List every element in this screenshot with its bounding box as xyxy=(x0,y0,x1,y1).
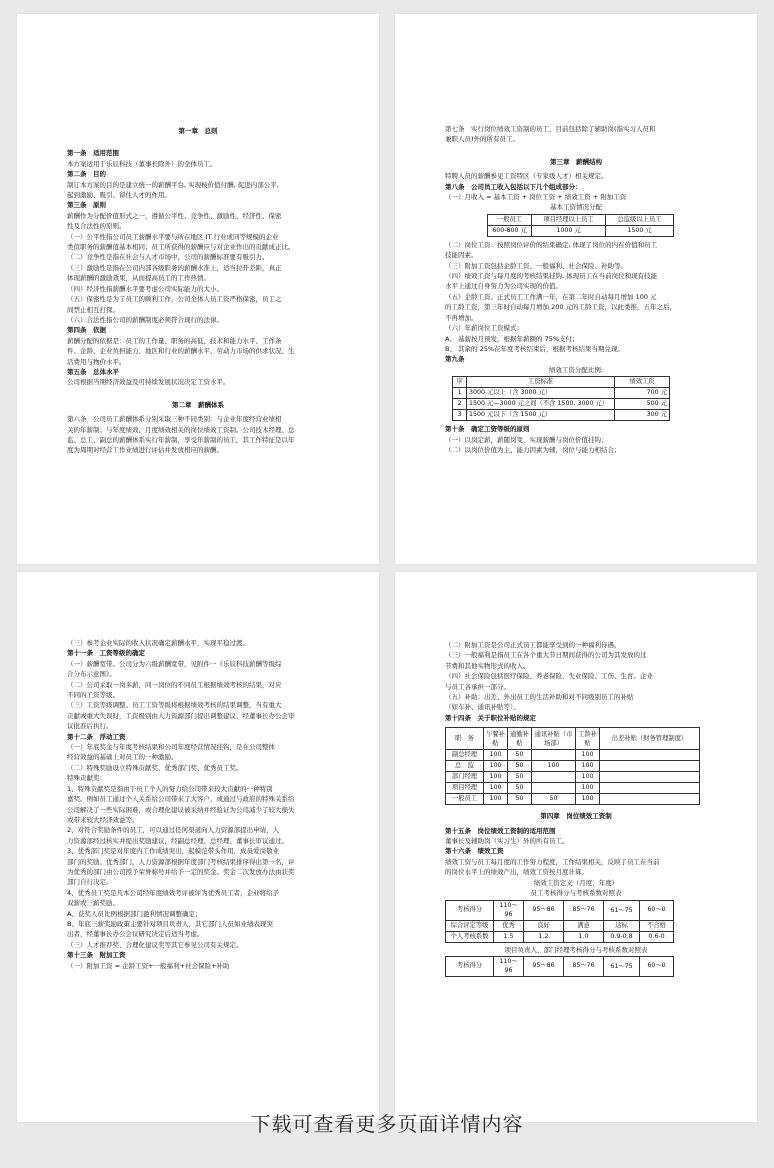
text-line: 经营效益的基础上对员工的一种激励。 xyxy=(67,753,178,762)
table-cell: 85～76 xyxy=(564,956,604,976)
table-header-cell: 序 xyxy=(453,377,467,388)
table-cell: 1500 元 xyxy=(606,225,674,236)
table-cell: 100 xyxy=(484,772,508,783)
text-line: 水平上通过自身努力为公司实现的价值。 xyxy=(445,282,562,291)
text-line: 度为周期对经营工作业绩进行评估并发放相应的薪酬。 xyxy=(67,446,223,455)
text-line: （一）附加工资 = 企龄工资+一般福利+社会保险+补助 xyxy=(67,961,230,970)
table-cell: 110～96 xyxy=(494,900,524,920)
text-line: 活费用与物价水平。 xyxy=(67,357,126,366)
table-cell: 100 xyxy=(576,772,600,783)
table-header-cell: 通勤补贴 xyxy=(508,728,532,750)
table-header-cell: 综合评定等级 xyxy=(446,920,494,931)
text-line: （三）一般福利是指员工在各个重大节日期间获得的公司为其发放的过 xyxy=(445,651,647,660)
text-line: （五）保密性是为了员工的顺利工作，公司全体人员工资严格保密，员工之 xyxy=(67,295,282,304)
article-heading: 第十三条 附加工资 xyxy=(67,951,126,960)
table-cell: 60～0 xyxy=(640,956,674,976)
text-line: 技能因素。 xyxy=(445,251,478,260)
table-header-cell: 项目经理以上员工 xyxy=(532,214,606,225)
table-cell: 部门经理 xyxy=(446,772,484,783)
text-line: （四）经济性指薪酬水平要考虑公司实际能力的大小。 xyxy=(67,284,223,293)
article-heading: 第十五条 岗位绩效工资制的适用范围 xyxy=(445,826,556,835)
article-heading: 第九条 xyxy=(445,355,465,364)
chapter-heading: 第一章 总则 xyxy=(178,127,218,135)
text-line: 体现薪酬的激励效果，从而提高员工的工作热情。 xyxy=(67,274,210,283)
table-cell: 总 监 xyxy=(446,761,484,772)
table-cell: 1500 元—3000 元之间（不含 1500, 3000 元） xyxy=(467,399,615,410)
table-cell: 50 xyxy=(508,772,532,783)
table-cell xyxy=(600,794,700,805)
text-line: 的工龄工资，第三年时自动每月增加 200 元的工龄工资，以此类推，五年之后， xyxy=(445,303,677,312)
article-heading: 第一条 适用范围 xyxy=(67,149,119,158)
table-cell: 61～75 xyxy=(604,956,640,976)
table-cell: 3000 元以上（含 3000 元） xyxy=(467,388,615,399)
text-line: 第七条 实行岗位绩效工资制的员工，目前包括除了辅助岗(指实习人员和 xyxy=(445,125,656,133)
text-line: （如车补、通讯补贴等）。 xyxy=(445,703,520,712)
text-line: （三）激励性是指在公司内部各级职务的薪酬水准上，适当拉开差距，真正 xyxy=(67,263,282,272)
table-cell: 100 xyxy=(484,794,508,805)
table-cell: 100 xyxy=(576,761,600,772)
download-more-footer: 下载可查看更多页面详情内容 xyxy=(250,1112,524,1136)
text-line: 关的年薪制；与年度绩效、月度绩效相关的岗位绩效工资制。公司技术经理、总 xyxy=(67,425,295,434)
table-cell: 100 xyxy=(484,750,508,761)
text-line: 绩效工资与员工每月度的工作努力程度，工作结果相关，反映了员工在当前 xyxy=(445,857,660,866)
table-header-cell: 出差补贴（财务管理制度） xyxy=(600,728,700,750)
table-cell: 50 xyxy=(508,794,532,805)
manager-score-coefficient-table xyxy=(445,956,674,977)
table-cell: 0.6-0 xyxy=(640,931,674,942)
table-cell: 700 元 xyxy=(615,388,670,399)
table-cell: 良好 xyxy=(524,920,564,931)
text-line: 制订本方案的目的是建立统一的薪酬平台, 实现按价值付酬, 促进内部公平, xyxy=(67,180,279,189)
text-line: 1、特殊贡献奖是指由于员工个人的努力给公司带来较大贡献的一种特别 xyxy=(67,784,273,793)
table-cell: 300 元 xyxy=(615,410,670,421)
table-cell: 1000 元 xyxy=(532,225,606,236)
table-cell: 600-800 元 xyxy=(488,225,532,236)
article-heading: 第十四条 关于职位补贴的规定 xyxy=(445,713,536,722)
performance-pay-table xyxy=(452,376,670,421)
table-cell: 100 xyxy=(532,761,576,772)
table-cell: 优秀 xyxy=(494,920,524,931)
article-heading: 第八条 公司员工收入包括以下几个组成部分： xyxy=(445,182,582,191)
table-header-cell: 个人考核系数 xyxy=(446,931,494,942)
text-line: （三）附加工资包括企龄工资、一般福利、社会保险、补助等。 xyxy=(445,261,627,270)
text-line: （一）薪酬宽带。公司分为六级薪酬宽带，见附件一《乐辰科技薪酬等级综 xyxy=(67,659,282,668)
text-line: 嘉奖。例如员工通过个人关系给公司带来了大客户，或通过与政府的特殊关系给 xyxy=(67,795,295,804)
text-line: （三）参考企业实际的收入状况确定薪酬水平，实现平稳过渡。 xyxy=(67,639,249,647)
text-line: 公司解决了一些实际困难，或合理化建议被采纳并经验证为公司减少了较大损失 xyxy=(67,805,295,814)
text-line: （一）以岗定薪，薪随岗变，实现薪酬与岗位价值挂钩； xyxy=(445,435,608,444)
table-cell xyxy=(600,772,700,783)
text-line: 出者，经董事长办公会议研究决定后适当考虑。 xyxy=(67,930,204,939)
text-line: 董事长及辅助岗（实习生）外的所有员工。 xyxy=(445,837,569,846)
table-cell: 500 元 xyxy=(615,399,670,410)
article-heading: 第二条 目的 xyxy=(67,170,106,179)
article-heading: 第十一条 工资等级的确定 xyxy=(67,649,145,658)
table-cell: 副总经理 xyxy=(446,750,484,761)
document-page-1 xyxy=(17,14,379,564)
text-line: （四）绩效工资与每月度的考核结果挂钩, 体现员工在当前岗位和现有技能 xyxy=(445,272,658,281)
table-cell: 95～86 xyxy=(524,956,564,976)
text-line: （一）公平性指公司员工薪酬水平要与所在地区 IT 行业或同等规模的企业 xyxy=(67,232,279,241)
document-page-2 xyxy=(395,14,757,564)
text-line: 力资源部经过核实并提出奖励建议，经副总经理、总经理、董事长审议通过。 xyxy=(67,836,288,845)
table-cell: 100 xyxy=(576,750,600,761)
table-cell: 项目经理 xyxy=(446,783,484,794)
table-cell: 3 xyxy=(453,410,467,421)
text-line: 兼职人员)外的所有员工。 xyxy=(445,135,520,144)
page-3-content xyxy=(67,638,329,971)
text-line: （三）人才推荐奖、合理化建议奖等其它参见公司有关规定。 xyxy=(67,940,243,949)
document-page-4 xyxy=(395,572,757,1122)
spacer xyxy=(67,140,329,148)
table-cell: 1.2 xyxy=(524,931,564,942)
document-page-3 xyxy=(17,572,379,1122)
text-line: （二）岗位工资：按照岗位评价的结果确定, 体现了岗位的内在价值和员工 xyxy=(445,240,658,249)
spacer xyxy=(67,388,329,396)
text-line: 贡献或重大失误时，工资级别由人力资源部门提出调整建议，经董事长办公会审 xyxy=(67,711,295,720)
text-line: 双薪或三薪奖励。 xyxy=(67,899,119,908)
text-line: 公司根据当期经济效益及可持续发展状况决定工资水平。 xyxy=(67,378,230,387)
table-header-cell: 通讯补贴（市场部） xyxy=(532,728,576,750)
table-cell: 1.5 xyxy=(494,931,524,942)
text-line: 4、优秀员工奖是凡本公司经年度绩效考评被评为优秀员工者，企业将给予 xyxy=(67,888,280,897)
table-cell: 60～0 xyxy=(640,900,674,920)
table-cell xyxy=(600,750,700,761)
chapter-heading: 第二章 薪酬体系 xyxy=(172,400,224,409)
table-cell xyxy=(532,783,576,794)
text-line: （三）工资等级调整。员工工资等级将根据绩效考核的结果调整，当有重大 xyxy=(67,701,282,710)
table-cell: 95～86 xyxy=(524,900,564,920)
table-cell xyxy=(600,761,700,772)
staff-score-coefficient-table xyxy=(445,900,674,943)
text-line: （一）月收入 = 基本工资 + 岗位工资 + 绩效工资 + 附加工资 xyxy=(445,193,627,202)
text-line: 3、优秀部门奖是对年度内工作成绩突出，起模范带头作用，成员爱岗敬业 xyxy=(67,847,280,856)
table-header-cell: 工资标准 xyxy=(467,377,615,388)
table-header-cell: 工龄补贴 xyxy=(576,728,600,750)
table-cell: 1.0 xyxy=(564,931,604,942)
table-cell: 50 xyxy=(532,794,576,805)
table-header-cell: 考核得分 xyxy=(446,900,494,920)
table-cell xyxy=(600,783,700,794)
text-line: 第六条 公司员工薪酬体系分别采取三种不同类别：与企业年度经营业绩相 xyxy=(67,415,282,424)
table-row xyxy=(446,761,700,772)
text-line: （二）竞争性是指在社会与人才市场中，公司的薪酬标准要有吸引力。 xyxy=(67,253,269,262)
article-heading: 第十二条 浮动工资 xyxy=(67,732,126,741)
table-row xyxy=(446,794,700,805)
table-cell: 100 xyxy=(484,783,508,794)
page-1-content xyxy=(67,122,329,456)
text-line: 特聘人员的薪酬参见工资特区（专家级人才）相关规定。 xyxy=(445,172,608,181)
text-line: 2、对符合奖励条件的员工，可以通过任何渠道向人力资源部提出申请，人 xyxy=(67,826,280,835)
table-cell: 100 xyxy=(576,794,600,805)
text-line: A、获奖人员比例根据部门盈利情况调整确定； xyxy=(67,909,202,918)
article-heading: 第三条 原则 xyxy=(67,201,106,210)
text-line: 基本工资情况分配 xyxy=(550,203,602,212)
table-cell: 达标 xyxy=(604,920,640,931)
article-heading: 第十六条 绩效工资 xyxy=(445,847,504,856)
text-line: （二）特殊奖励设立特殊贡献奖、优秀部门奖、优秀员工奖。 xyxy=(67,763,243,772)
text-line: 薪酬作为分配价值形式之一，遵循公平性、竞争性、激励性、经济性、保密 xyxy=(67,211,282,220)
table-cell: 50 xyxy=(508,761,532,772)
text-line: 薪酬分配的依据是：员工的工作量、职务的高低、技术和能力水平、工作条 xyxy=(67,336,282,345)
text-line: 监、总工、副总的薪酬体系实行年薪制，享受年薪制的员工，其工作特征是以年 xyxy=(67,435,295,444)
table-header-cell: 午餐补贴 xyxy=(484,728,508,750)
table-cell: 一般员工 xyxy=(446,794,484,805)
text-line: 为优秀的部门由公司授予荣誉称号并给予一定的奖金。奖金二次发放办法由获奖 xyxy=(67,867,295,876)
position-allowance-table xyxy=(445,727,700,805)
text-line: （二）附加工资是公司正式员工都能享受到的一种福利待遇。 xyxy=(445,641,621,649)
table-cell: 1500 元以下（含 1500 元） xyxy=(467,410,615,421)
text-line: 部门的奖励。优秀部门，人力资源部根据年度部门考核结果排序得出第一名，评 xyxy=(67,857,295,866)
text-line: 特殊贡献奖： xyxy=(67,774,106,783)
article-heading: 第五条 总体水平 xyxy=(67,367,119,376)
text-line: 的岗位水平上的绩效产出，绩效工资按月度计算。 xyxy=(445,868,588,877)
text-line: 起到激励、吸引、留住人才的作用。 xyxy=(67,191,171,200)
text-line: 不同的工资等级。 xyxy=(67,691,119,700)
text-line: 间禁止相互打探。 xyxy=(67,305,119,314)
text-line: 议批准后执行。 xyxy=(67,722,113,731)
spacer xyxy=(445,145,707,153)
table-header-cell: 考核得分 xyxy=(446,956,494,976)
table-row xyxy=(446,772,700,783)
table-cell: 1 xyxy=(453,388,467,399)
table-cell: 61～75 xyxy=(604,900,640,920)
text-line: 绩效工资定义（月度、年度） xyxy=(533,878,619,887)
article-heading: 第十条 确定工资等级的原则 xyxy=(445,425,530,434)
text-line: B、 其余的 25%在年度考核结束后，根据考核结果当期兑现。 xyxy=(445,344,625,353)
text-line: （二）以岗位价值为主、能力因素为辅，岗位与能力相结合； xyxy=(445,445,621,454)
text-line: 不再增加。 xyxy=(445,313,478,322)
text-line: （一）年底奖金与年度考核结果和公司年度经营情况挂钩，是在公司整体 xyxy=(67,743,275,752)
text-line: 性及合法性的原则。 xyxy=(67,222,126,231)
text-line: B、年底三薪奖励政策主要针对项目负责人，其它部门人员如业绩表现突 xyxy=(67,919,273,928)
text-line: 员工考核得分与考核系数对照表 xyxy=(530,889,622,898)
table-cell: 0.9-0.8 xyxy=(604,931,640,942)
table-header-cell: 总监级以上员工 xyxy=(606,214,674,225)
text-line: 或带来较大经济效益等。 xyxy=(67,815,139,824)
table-cell: 50 xyxy=(508,750,532,761)
text-line: （五）企龄工资。正式员工工作满一年，在第二年时自动每月增加 100 元 xyxy=(445,292,657,301)
table-caption: 项目负责人、部门经理考核得分与考核系数对照表 xyxy=(504,945,648,954)
table-cell: 50 xyxy=(508,783,532,794)
text-line: （五）补助：出差、外出员工的生活补助和对不同级别员工的补贴 xyxy=(445,693,634,702)
text-line: 绩效工资分配比例: xyxy=(548,365,604,374)
text-line: 与员工各承担一部分。 xyxy=(445,682,510,691)
text-line: 类似职务的薪酬值基本相同；员工所获得的薪酬应与对企业作出的贡献成正比。 xyxy=(67,243,295,252)
table-cell: 不合格 xyxy=(640,920,674,931)
chapter-heading: 第四章 岗位绩效工资制 xyxy=(540,812,612,821)
table-cell xyxy=(532,772,576,783)
table-cell: 85～76 xyxy=(564,900,604,920)
table-cell: 100 xyxy=(576,783,600,794)
page-4-content xyxy=(445,640,707,977)
table-header-cell: 一般员工 xyxy=(488,214,532,225)
table-header-cell: 职 务 xyxy=(446,728,484,750)
text-line: 节费和其他实物形式的收入。 xyxy=(445,661,530,670)
table-cell: 2 xyxy=(453,399,467,410)
text-line: A、 基薪按月预发，根据年薪额的 75%支付； xyxy=(445,334,579,343)
text-line: 合分布示意图》。 xyxy=(67,670,116,679)
text-line: 本方案适用于乐辰科技（董事长除外）的全体员工。 xyxy=(67,159,217,168)
table-cell xyxy=(532,750,576,761)
table-header-cell: 绩效工资 xyxy=(615,377,670,388)
table-row xyxy=(446,750,700,761)
text-line: 部门自行决定。 xyxy=(67,878,113,887)
basic-salary-table xyxy=(487,214,674,237)
article-heading: 第四条 依据 xyxy=(67,326,106,335)
table-cell: 100 xyxy=(484,761,508,772)
text-line: （六）合法性指公司的薪酬制度必须符合现行的法律。 xyxy=(67,315,223,324)
table-row xyxy=(446,783,700,794)
text-line: 件、企龄、企业负担能力、地区和行业的薪酬水平、劳动力市场的供求状况、生 xyxy=(67,347,295,356)
table-cell: 110～96 xyxy=(494,956,524,976)
chapter-heading: 第三章 薪酬结构 xyxy=(550,157,602,166)
text-line: （二）公司采取一岗多薪，同一岗位的不同员工根据绩效考核的结果，对应 xyxy=(67,680,282,689)
text-line: （四）社会保险包括医疗保险、养老保险、失业保险、工伤、生育。企业 xyxy=(445,672,653,681)
text-line: （六）年薪岗位工资模式： xyxy=(445,324,523,333)
table-cell: 满意 xyxy=(564,920,604,931)
page-2-content xyxy=(445,124,707,455)
